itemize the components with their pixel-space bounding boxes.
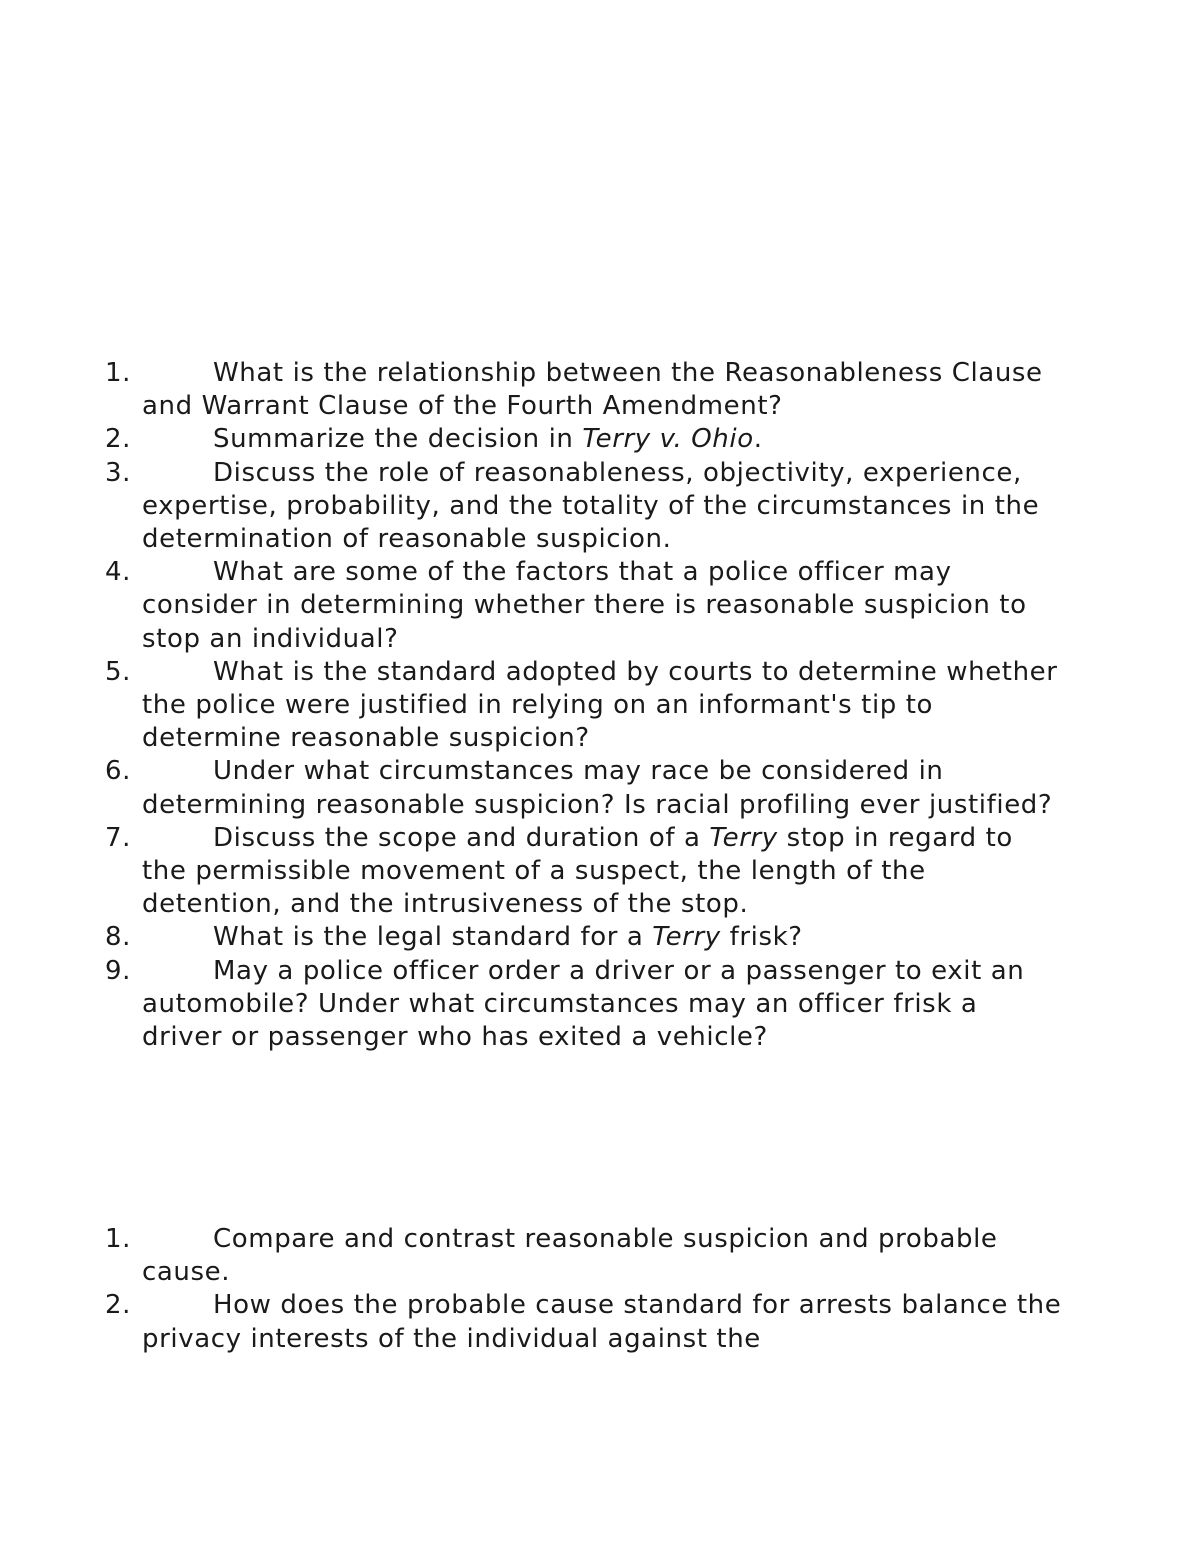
list-item xyxy=(105,357,1065,423)
question-list-2 xyxy=(105,1223,1065,1356)
list-item xyxy=(105,423,1065,456)
list-item xyxy=(105,955,1065,1055)
list-item xyxy=(105,457,1065,557)
item-text: What is the legal standard for a Terry frisk? xyxy=(213,922,803,953)
item-number: 1. xyxy=(105,358,132,388)
item-number: 9. xyxy=(105,955,132,986)
case-name: Terry v. Ohio xyxy=(582,424,754,455)
item-number: 1. xyxy=(105,1224,132,1254)
item-text: Summarize the decision in Terry v. Ohio. xyxy=(213,424,763,455)
item-text: Discuss the role of reasonableness, objectivity, experience, expertise, probability, and the totality of the circumstances in the determination of reasonable suspicion. xyxy=(142,457,1040,555)
item-text: What is the standard adopted by courts to determine whether the police were justified in relying on an informant's tip to determine reasonable suspicion? xyxy=(142,656,1058,754)
item-text: Under what circumstances may race be considered in determining reasonable suspicion? Is racial profiling ever justified? xyxy=(142,756,1053,820)
list-item xyxy=(105,755,1065,821)
item-number: 4. xyxy=(105,557,132,588)
item-number: 8. xyxy=(105,922,132,953)
item-number: 3. xyxy=(105,457,132,488)
list-item xyxy=(105,1289,1065,1355)
item-number: 5. xyxy=(105,656,132,687)
question-list-1 xyxy=(105,357,1065,1054)
list-item xyxy=(105,822,1065,922)
item-text: What are some of the factors that a police officer may consider in determining whether there is reasonable suspicion to stop an individual? xyxy=(142,557,1027,654)
item-text: May a police officer order a driver or a passenger to exit an automobile? Under what circumstances may an officer frisk a driver or passenger who has exited a vehicle? xyxy=(142,955,1025,1053)
item-text: Discuss the scope and duration of a Terry stop in regard to the permissible movement of a suspect, the length of the detention, and the intrusiveness of the stop. xyxy=(142,822,1013,920)
item-text: How does the probable cause standard for arrests balance the privacy interests of the individual against the xyxy=(142,1290,1062,1354)
item-number: 2. xyxy=(105,424,132,455)
item-number: 6. xyxy=(105,756,132,787)
list-item xyxy=(105,921,1065,954)
case-name: Terry xyxy=(652,922,721,953)
case-name: Terry xyxy=(709,822,778,853)
list-item xyxy=(105,556,1065,656)
list-item xyxy=(105,656,1065,756)
item-text: Compare and contrast reasonable suspicion and probable cause. xyxy=(142,1224,998,1288)
item-number: 2. xyxy=(105,1290,132,1321)
item-number: 7. xyxy=(105,822,132,853)
item-text: What is the relationship between the Reasonableness Clause and Warrant Clause of the Fourth Amendment? xyxy=(142,358,1043,422)
list-item xyxy=(105,1223,1065,1289)
